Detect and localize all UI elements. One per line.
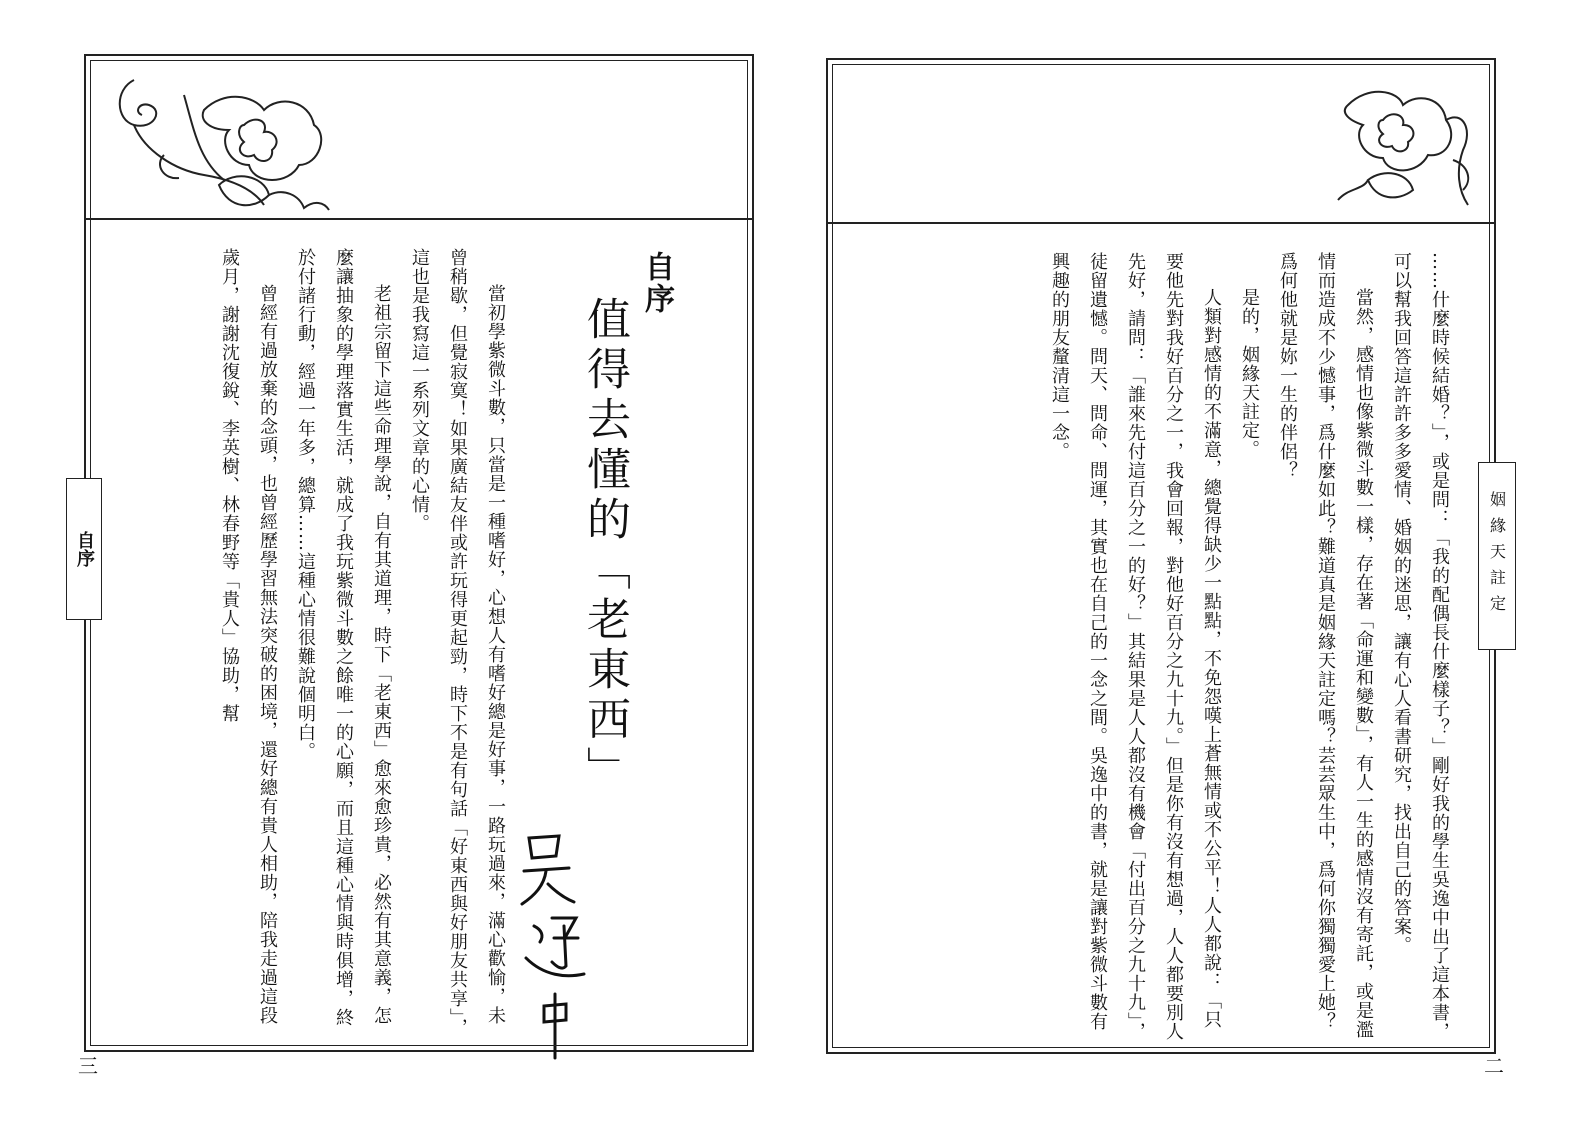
signature [504, 826, 594, 1066]
paragraph: 是的，姻緣天註定。 [1239, 288, 1260, 459]
right-header-band [828, 60, 1494, 224]
left-side-tab: 自序 [66, 478, 102, 620]
paragraph: 當初學紫微斗數，只當是一種嗜好，心想人有嗜好總是好事，一路玩過來，滿心歡愉，未曾稍歇，但覺寂寞！如果廣結友伴或許玩得更起勁，時下不是有句話「好東西與好朋友共享」，這也是我寫這一系列文章的心情。 [409, 248, 506, 1037]
left-body-text [174, 248, 514, 1038]
paragraph: 老祖宗留下這些命理學說，自有其道理，時下「老東西」愈來愈珍貴，必然有其意義，怎麼讓抽象的學理落實生活，就成了我玩紫微斗數之餘唯一的心願，而且這種心情與時俱增，終於付諸行動，經過一年多，總算……這種心情很難說個明白。 [295, 248, 392, 1027]
heading: 值得去懂的「老東西」 [579, 296, 630, 796]
right-page-number: 二 [1484, 1054, 1504, 1078]
right-page-frame [826, 58, 1496, 1054]
left-header-band [86, 56, 752, 220]
paragraph: 當然，感情也像紫微斗數一樣，存在著「命運和變數」，有人一生的感情沒有寄託，或是濫情而造成不少憾事，爲什麼如此？難道真是姻緣天註定嗎？芸芸眾生中，爲何你獨獨愛上她？爲何他就是妳一生的伴侶？ [1277, 252, 1374, 1039]
left-page-frame [84, 54, 754, 1052]
paragraph: 曾經有過放棄的念頭，也曾經歷學習無法突破的困境，還好總有貴人相助，陪我走過這段歲月，謝謝沈復銳、李英樹、林春野等「貴人」協助，幫 [219, 248, 278, 1025]
paragraph: ……什麼時候結婚？」，或是問：「我的配偶長什麼樣子？」剛好我的學生吳逸中出了這本書，可以幫我回答這許許多多愛情、婚姻的迷思，讓有心人看書研究，找出自己的答案。 [1391, 252, 1450, 1041]
paragraph: 人類對感情的不滿意，總覺得缺少一點點，不免怨嘆上蒼無情或不公平！人人都說：「只要他先對我好百分之一，我會回報，對他好百分之九十九。」但是你有沒有想過，人人都要別人先好，請問：「誰來先付這百分之一的好？」其結果是人人都沒有機會「付出百分之九十九」，徒留遺憾。問天、問命、問運，其實也在自己的一念之間。吳逸中的書，就是讓對紫微斗數有興趣的朋友釐清這一念。 [1049, 252, 1222, 1041]
section-title: 自序 [639, 251, 674, 315]
right-body-text [938, 252, 1458, 1042]
right-side-tab: 姻緣天註定 [1478, 462, 1516, 650]
left-page-number: 三 [78, 1054, 98, 1078]
flower-ornament-icon [104, 70, 344, 220]
flower-ornament-icon [1328, 80, 1478, 220]
